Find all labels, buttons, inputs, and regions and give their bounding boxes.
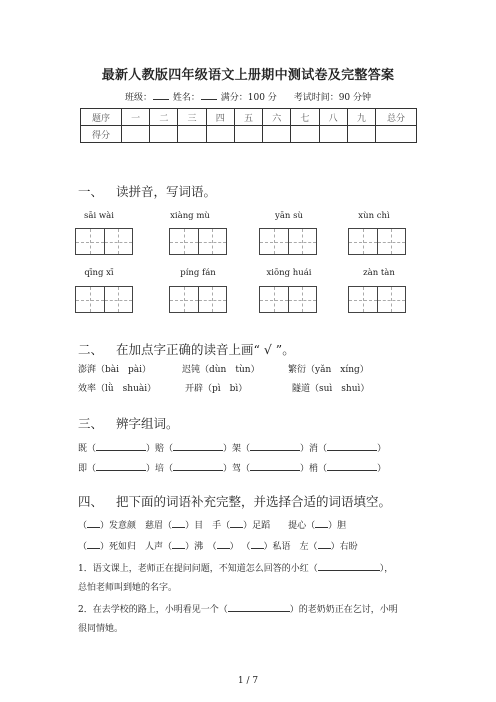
- idiom-text: （: [241, 542, 251, 552]
- idiom-row: [78, 539, 358, 552]
- idiom-text: ）发意颜: [100, 521, 137, 531]
- page-number: 1 / 7: [237, 676, 259, 686]
- question-text: 1．语文课上，老师正在提问问题，不知道怎么回答的小红（: [78, 564, 318, 574]
- idiom-text: ）死如归: [100, 542, 137, 552]
- char-label: ）架（: [223, 444, 251, 454]
- char-label: ）培（: [146, 464, 174, 474]
- exam-info-line: [0, 90, 496, 103]
- section-number: 一、: [78, 184, 104, 199]
- tianzige-grid[interactable]: [259, 228, 317, 255]
- pinyin-label: sāi wài: [84, 211, 114, 221]
- answer-blank[interactable]: [228, 602, 290, 612]
- reading-choice-item[interactable]: 澎湃（bài pài）: [78, 365, 152, 375]
- score-row-label: 得分: [81, 126, 122, 143]
- reading-choice-item[interactable]: 开辟（pì bì）: [185, 384, 248, 394]
- section-2-heading: [78, 340, 295, 358]
- answer-blank[interactable]: [327, 441, 377, 451]
- idiom-text: ）目: [185, 521, 204, 531]
- idiom-text: 提心（: [288, 521, 316, 531]
- char-label: ）: [377, 464, 387, 474]
- idiom-text: 左（: [299, 542, 318, 552]
- char-label: ）赔（: [146, 444, 174, 454]
- idiom-text: （: [212, 542, 217, 552]
- idiom-text: （: [78, 542, 88, 552]
- char-label: ）消（: [300, 444, 328, 454]
- table-header-cell: 总分: [376, 109, 417, 126]
- word-group-row: [78, 441, 386, 454]
- idiom-text: 人声（: [145, 542, 173, 552]
- answer-blank[interactable]: [327, 461, 377, 471]
- answer-blank[interactable]: [87, 518, 100, 528]
- reading-choice-item[interactable]: 隧道（suì shuì）: [292, 384, 370, 394]
- answer-blank[interactable]: [172, 539, 185, 549]
- score-cell[interactable]: [291, 126, 319, 143]
- idiom-text: ）胆: [328, 521, 347, 531]
- tianzige-grid[interactable]: [169, 286, 227, 313]
- tianzige-grid[interactable]: [75, 286, 133, 313]
- fill-question-2: [78, 602, 398, 615]
- table-header-cell: 一: [122, 109, 150, 126]
- idiom-text: 手（: [212, 521, 231, 531]
- reading-choice-item[interactable]: 效率（lǜ shuài）: [78, 384, 157, 394]
- page-title: 最新人教版四年级语文上册期中测试卷及完整答案: [101, 68, 395, 83]
- section-title: 读拼音，写词语。: [116, 184, 217, 199]
- section-number: 二、: [78, 342, 104, 357]
- idiom-text: ）足蹈: [243, 521, 271, 531]
- section-title: 把下面的词语补充完整，并选择合适的词语填空。: [116, 494, 392, 509]
- table-header-cell: 题序: [81, 109, 122, 126]
- fill-question-1: [78, 561, 393, 574]
- pinyin-label: yān sù: [275, 211, 303, 221]
- char-label: ）: [377, 444, 387, 454]
- section-1-heading: [78, 182, 216, 200]
- table-header-cell: 七: [291, 109, 319, 126]
- tianzige-grid[interactable]: [75, 228, 133, 255]
- answer-blank[interactable]: [318, 561, 380, 571]
- pinyin-label: xùn chì: [358, 211, 390, 221]
- table-header-cell: 三: [178, 109, 206, 126]
- score-cell[interactable]: [122, 126, 150, 143]
- answer-blank[interactable]: [96, 461, 146, 471]
- score-cell[interactable]: [150, 126, 178, 143]
- score-cell[interactable]: [178, 126, 206, 143]
- idiom-text: ）沸: [185, 542, 204, 552]
- name-label: 姓名：: [172, 93, 200, 103]
- section-4-heading: [78, 492, 391, 510]
- answer-blank[interactable]: [173, 441, 223, 451]
- class-blank[interactable]: [153, 91, 169, 100]
- tianzige-grid[interactable]: [348, 228, 406, 255]
- table-header-cell: 四: [206, 109, 234, 126]
- tianzige-grid[interactable]: [169, 228, 227, 255]
- score-table-header-row: [81, 109, 417, 126]
- score-cell[interactable]: [206, 126, 234, 143]
- idiom-text: ）私语: [263, 542, 291, 552]
- reading-choice-item[interactable]: 繁衍（yǎn xíng）: [288, 365, 369, 375]
- tianzige-grid[interactable]: [348, 286, 406, 313]
- idiom-text: 慈眉（: [145, 521, 173, 531]
- table-header-cell: 二: [150, 109, 178, 126]
- answer-blank[interactable]: [217, 539, 230, 549]
- name-blank[interactable]: [201, 91, 217, 100]
- answer-blank[interactable]: [96, 441, 146, 451]
- char-label: 即（: [78, 464, 97, 474]
- score-table: [80, 108, 417, 143]
- answer-blank[interactable]: [230, 518, 243, 528]
- idiom-row: [78, 518, 346, 531]
- char-label: ）梢（: [300, 464, 328, 474]
- idiom-text: ）右盼: [330, 542, 358, 552]
- score-cell[interactable]: [376, 126, 417, 143]
- answer-blank[interactable]: [250, 461, 300, 471]
- question-text: 2．在去学校的路上，小明看见一个（: [78, 605, 228, 615]
- idiom-text: （: [78, 521, 88, 531]
- section-title: 辨字组词。: [116, 416, 179, 431]
- pinyin-label: píng fán: [180, 268, 216, 278]
- question-continuation: 很同情她。: [78, 624, 124, 634]
- reading-choice-item[interactable]: 迟钝（dùn tùn）: [182, 365, 260, 375]
- idiom-text: ）: [229, 542, 239, 552]
- table-header-cell: 九: [347, 109, 375, 126]
- full-score: 满分：100 分: [220, 93, 277, 103]
- char-label: ）驾（: [223, 464, 251, 474]
- score-table-score-row: [81, 126, 417, 143]
- answer-blank[interactable]: [318, 539, 331, 549]
- tianzige-grid[interactable]: [259, 286, 317, 313]
- score-cell[interactable]: [263, 126, 291, 143]
- section-3-heading: [78, 414, 179, 432]
- pinyin-label: xiàng mù: [170, 211, 210, 221]
- question-text: ）的老奶奶正在乞讨，小明: [289, 605, 398, 615]
- answer-blank[interactable]: [250, 441, 300, 451]
- word-group-row: [78, 461, 386, 474]
- section-number: 三、: [78, 416, 104, 431]
- score-cell[interactable]: [234, 126, 262, 143]
- question-continuation: 总怕老师叫到她的名字。: [78, 583, 178, 593]
- pinyin-label: zàn tàn: [363, 268, 395, 278]
- answer-blank[interactable]: [87, 539, 100, 549]
- answer-blank[interactable]: [315, 518, 328, 528]
- char-label: 既（: [78, 444, 97, 454]
- section-number: 四、: [78, 494, 104, 509]
- exam-time: 考试时间：90 分钟: [293, 93, 372, 103]
- class-label: 班级：: [124, 93, 152, 103]
- score-cell[interactable]: [347, 126, 375, 143]
- table-header-cell: 五: [234, 109, 262, 126]
- pinyin-label: xiōng huái: [266, 268, 312, 278]
- score-cell[interactable]: [319, 126, 347, 143]
- answer-blank[interactable]: [172, 518, 185, 528]
- table-header-cell: 八: [319, 109, 347, 126]
- question-text: ），: [379, 564, 394, 574]
- answer-blank[interactable]: [251, 539, 264, 549]
- section-title: 在加点字正确的读音上画“ √ ”。: [116, 342, 295, 357]
- answer-blank[interactable]: [173, 461, 223, 471]
- pinyin-label: qīng xī: [84, 268, 114, 278]
- table-header-cell: 六: [263, 109, 291, 126]
